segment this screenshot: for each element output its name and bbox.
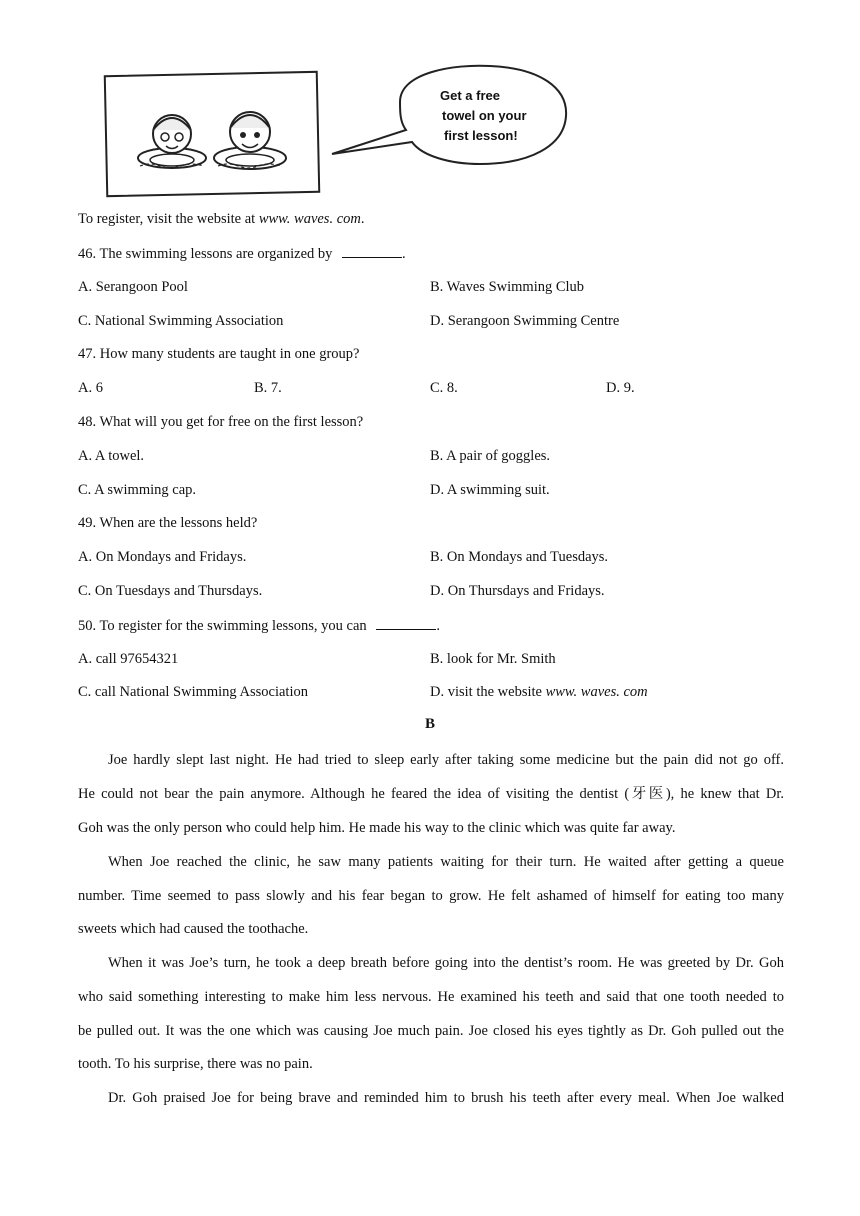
register-text-suffix: . bbox=[360, 211, 365, 227]
q48-option-b: B. A pair of goggles. bbox=[430, 448, 551, 464]
question-46-blank-suffix: . bbox=[402, 246, 406, 262]
register-website: www. waves. com bbox=[258, 211, 361, 227]
q50-option-d bbox=[430, 682, 648, 702]
bubble-text-line-2: towel on your bbox=[442, 108, 527, 123]
question-46 bbox=[78, 243, 406, 264]
bubble-text-line-1: Get a free bbox=[440, 88, 500, 103]
paragraph-line: Goh was the only person who could help him. He made his way to the clinic which was quite far away. bbox=[78, 820, 676, 836]
register-line bbox=[78, 209, 364, 229]
question-50 bbox=[78, 615, 440, 636]
q49-option-a: A. On Mondays and Fridays. bbox=[78, 549, 247, 565]
question-47-stem: 47. How many students are taught in one group? bbox=[78, 346, 360, 362]
paragraph-line: When Joe reached the clinic, he saw many patients waiting for their turn. He waited after getting a queue bbox=[108, 854, 784, 870]
q46-option-a: A. Serangoon Pool bbox=[78, 279, 188, 295]
swimming-kids-illustration bbox=[100, 62, 580, 202]
bubble-text-line-3: first lesson! bbox=[444, 128, 518, 143]
paragraph-line: who said something interesting to make him less nervous. He examined his teeth and said that one tooth needed to bbox=[78, 989, 784, 1005]
register-text-prefix: To register, visit the website at bbox=[78, 211, 259, 227]
q48-option-c: C. A swimming cap. bbox=[78, 482, 197, 498]
question-50-blank-suffix: . bbox=[436, 618, 440, 634]
q46-option-c: C. National Swimming Association bbox=[78, 313, 284, 329]
picture-frame bbox=[105, 72, 319, 196]
paragraph-line: number. Time seemed to pass slowly and his fear began to grow. He felt ashamed of himself for eating too many bbox=[78, 888, 784, 904]
q48-option-a: A. A towel. bbox=[78, 448, 145, 464]
q50-option-b: B. look for Mr. Smith bbox=[430, 651, 556, 667]
q47-option-a: A. 6 bbox=[78, 380, 103, 396]
question-50-stem: 50. To register for the swimming lessons, you can bbox=[78, 618, 367, 634]
q50-option-d-label: D. visit the website bbox=[430, 684, 546, 700]
question-48-stem: 48. What will you get for free on the first lesson? bbox=[78, 414, 364, 430]
q47-option-b: B. 7. bbox=[254, 380, 282, 396]
answer-blank bbox=[376, 615, 436, 630]
q50-option-c: C. call National Swimming Association bbox=[78, 684, 308, 700]
paragraph-line: sweets which had caused the toothache. bbox=[78, 921, 309, 937]
paragraph-line: Joe hardly slept last night. He had tried to sleep early after taking some medicine but the pain did not go off. bbox=[108, 752, 784, 768]
answer-blank bbox=[342, 243, 402, 258]
paragraph-line: When it was Joe’s turn, he took a deep breath before going into the dentist’s room. He was greeted by Dr. Goh bbox=[108, 955, 784, 971]
q47-option-d: D. 9. bbox=[606, 380, 635, 396]
paragraph-line: He could not bear the pain anymore. Although he feared the idea of visiting the dentist (牙医), he knew that Dr. bbox=[78, 786, 784, 802]
q46-option-d: D. Serangoon Swimming Centre bbox=[430, 313, 620, 329]
q49-option-c: C. On Tuesdays and Thursdays. bbox=[78, 583, 263, 599]
q47-option-c: C. 8. bbox=[430, 380, 458, 396]
q46-option-b: B. Waves Swimming Club bbox=[430, 279, 585, 295]
question-49-stem: 49. When are the lessons held? bbox=[78, 515, 258, 531]
q49-option-d: D. On Thursdays and Fridays. bbox=[430, 583, 605, 599]
paragraph-line: tooth. To his surprise, there was no pain. bbox=[78, 1056, 313, 1072]
q50-option-a: A. call 97654321 bbox=[78, 651, 179, 667]
question-46-stem: 46. The swimming lessons are organized by bbox=[78, 246, 333, 262]
q50-option-d-website: www. waves. com bbox=[545, 684, 648, 700]
paragraph-line: Dr. Goh praised Joe for being brave and reminded him to brush his teeth after every meal. When Joe walked bbox=[108, 1090, 784, 1106]
q48-option-d: D. A swimming suit. bbox=[430, 482, 550, 498]
q49-option-b: B. On Mondays and Tuesdays. bbox=[430, 549, 609, 565]
section-heading-b: B bbox=[424, 716, 435, 732]
paragraph-line: be pulled out. It was the one which was causing Joe much pain. Joe closed his eyes tightly as Dr. Goh pulled out the bbox=[78, 1023, 784, 1039]
